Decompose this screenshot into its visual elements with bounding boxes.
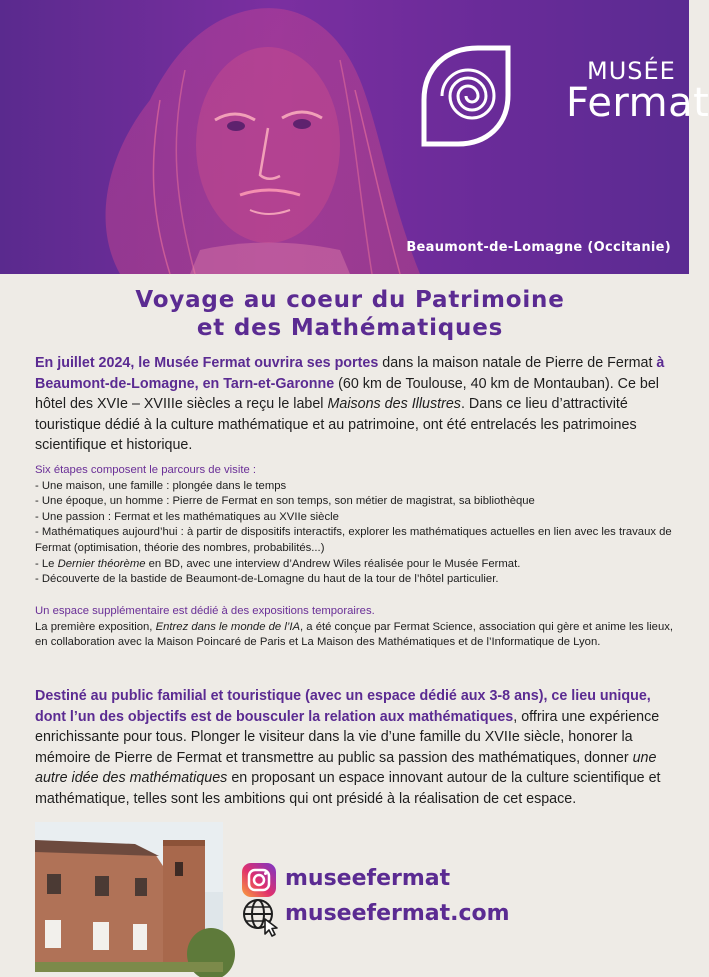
- expo-section: [35, 604, 675, 651]
- public-text-1: , offrira une expérience enrichissante pour tous. Plonger le visiteur dans la vie d’une famille du XVIIe siècle, honorer la mémoire de Pierre de Fermat et transmettre au public sa passion des mathématiques, donner: [35, 708, 660, 766]
- step-item: [35, 557, 675, 573]
- instagram-handle[interactable]: museefermat: [285, 866, 451, 891]
- public-text-2: en proposant un espace innovant autour de la culture scientifique et mathématique, telles sont les ambitions qui ont présidé à la réalisation de cet espace.: [35, 770, 661, 807]
- public-lead: Destiné au public familial et touristique (avec un espace dédié aux 3-8 ans), ce lieu unique, dont l’un des objectifs est de bousculer la relation aux mathématiques: [35, 688, 651, 725]
- step-item: - Une passion : Fermat et les mathématiques au XVIIe siècle: [35, 510, 339, 523]
- step5-b: Dernier théorème: [57, 557, 146, 570]
- header-banner: [0, 0, 709, 274]
- title-line-2: et des Mathématiques: [196, 315, 504, 341]
- fermat-portrait: [0, 0, 430, 274]
- title-line-1: Voyage au coeur du Patrimoine: [135, 287, 565, 313]
- logo-musee-text: MUSÉE: [587, 57, 676, 85]
- intro-text-3: . Dans ce lieu d’attractivité touristique dédié à la culture mathématique et au patrimoine, ont été entrelacés les patrimoines scientifique et historique.: [35, 396, 637, 453]
- steps-section: [35, 463, 675, 588]
- expo-text: [35, 620, 675, 651]
- expo-name: Entrez dans le monde de l’IA: [155, 620, 301, 633]
- museum-building-photo: [35, 822, 223, 972]
- step-item: - Une maison, une famille : plongée dans le temps: [35, 479, 287, 492]
- globe-cursor-icon: [241, 897, 281, 937]
- step-item: - Mathématiques aujourd’hui : à partir de dispositifs interactifs, explorer les mathématiques actuelles en lien avec les travaux de Fermat (optimisation, théorie des nombres, probabilités...): [35, 526, 672, 554]
- expo-text-1: La première exposition,: [35, 620, 156, 633]
- step-item: - Une époque, un homme : Pierre de Fermat en son temps, son métier de magistrat, sa bibliothèque: [35, 495, 535, 508]
- step5-a: - Le: [35, 557, 58, 570]
- step5-c: en BD, avec une interview d’Andrew Wiles réalisée pour le Musée Fermat.: [145, 557, 521, 570]
- intro-place: à Beaumont-de-Lomagne, en Tarn-et-Garonne: [35, 355, 665, 392]
- intro-lead: En juillet 2024, le Musée Fermat ouvrira ses portes: [35, 355, 379, 371]
- page-title: [60, 286, 640, 342]
- website-url[interactable]: museefermat.com: [285, 901, 510, 926]
- public-paragraph: [35, 686, 677, 809]
- location-label: Beaumont-de-Lomagne (Occitanie): [406, 240, 671, 255]
- instagram-icon: [241, 862, 277, 898]
- step-item: - Découverte de la bastide de Beaumont-de-Lomagne du haut de la tour de l’hôtel particulier.: [35, 573, 499, 586]
- intro-label: Maisons des Illustres: [327, 396, 461, 412]
- logo-fermat-text: Fermat: [566, 80, 709, 126]
- expo-text-2: , a été conçue par Fermat Science, association qui gère et anime les lieux, en collaboration avec la Maison Poincaré de Paris et La Maison des Mathématiques et de l’Informatique de Lyon.: [35, 620, 674, 649]
- public-idea: une autre idée des mathématiques: [35, 749, 657, 786]
- expo-heading: Un espace supplémentaire est dédié à des expositions temporaires.: [35, 605, 375, 617]
- intro-text-2: (60 km de Toulouse, 40 km de Montauban). Ce bel hôtel des XVIe – XVIIIe siècles a reçu le label: [35, 375, 659, 412]
- intro-text-1: dans la maison natale de Pierre de Fermat: [378, 355, 657, 371]
- steps-heading: Six étapes composent le parcours de visite :: [35, 464, 257, 476]
- intro-paragraph: [35, 353, 675, 456]
